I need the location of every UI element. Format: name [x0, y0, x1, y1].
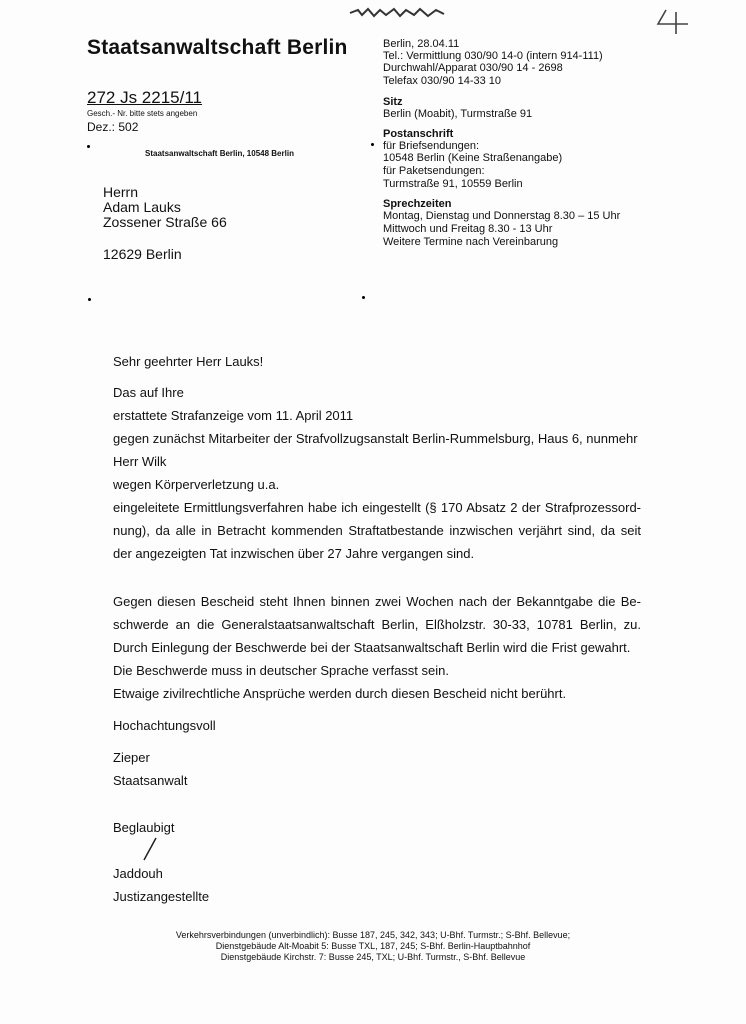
body-line: eingeleitete Ermittlungsverfahren habe ich eingestellt (§ 170 Absatz 2 der Strafprozessord- [113, 500, 641, 515]
appeal-line: schwerde an die Generalstaatsanwaltschaft Berlin, Elßholzstr. 30-33, 10781 Berlin, zu. [113, 617, 641, 632]
postal-heading: Postanschrift [383, 128, 454, 140]
clerk-name: Jaddouh [113, 866, 163, 881]
recipient-street: Zossener Straße 66 [103, 214, 227, 230]
appeal-line: Die Beschwerde muss in deutscher Sprache verfasst sein. [113, 663, 449, 678]
direct-dial: Durchwahl/Apparat 030/90 14 - 2698 [383, 62, 563, 74]
punch-dot [371, 143, 374, 146]
recipient-city: 12629 Berlin [103, 246, 182, 262]
stamp-scribble-mark [348, 6, 446, 20]
certified-label: Beglaubigt [113, 820, 175, 835]
sender-line: Staatsanwaltschaft Berlin, 10548 Berlin [145, 149, 294, 158]
body-line: der angezeigten Tat inzwischen über 27 Jahre vergangen sind. [113, 546, 475, 561]
department: Dez.: 502 [87, 120, 139, 134]
authority-title: Staatsanwaltschaft Berlin [87, 36, 348, 59]
sitz-heading: Sitz [383, 96, 403, 108]
appeal-line: Etwaige zivilrechtliche Ansprüche werden durch diesen Bescheid nicht berührt. [113, 686, 567, 701]
greeting: Sehr geehrter Herr Lauks! [113, 354, 264, 369]
handwritten-page-number-mark [654, 6, 694, 36]
hours-heading: Sprechzeiten [383, 198, 452, 210]
postal-line: 10548 Berlin (Keine Straßenangabe) [383, 152, 563, 164]
footer-line: Verkehrsverbindungen (unverbindlich): Busse 187, 245, 342, 343; U-Bhf. Turmstr.; S-Bhf. Bellevue; [175, 930, 571, 940]
body-line: erstattete Strafanzeige vom 11. April 2011 [113, 408, 354, 423]
telephone: Tel.: Vermittlung 030/90 14-0 (intern 914-111) [383, 50, 603, 62]
hours-line: Mittwoch und Freitag 8.30 - 13 Uhr [383, 223, 553, 235]
letter-date: Berlin, 28.04.11 [383, 38, 460, 50]
postal-line: für Briefsendungen: [383, 140, 480, 152]
closing: Hochachtungsvoll [113, 718, 216, 733]
clerk-title: Justizangestellte [113, 889, 210, 904]
hours-line: Montag, Dienstag und Donnerstag 8.30 – 15 Uhr [383, 210, 621, 222]
body-line: Das auf Ihre [113, 385, 184, 400]
appeal-line: Durch Einlegung der Beschwerde bei der Staatsanwaltschaft Berlin wird die Frist gewahrt. [113, 640, 631, 655]
body-line: nung), da alle in Betracht kommenden Straftatbestande inzwischen verjährt sind, da seit [113, 523, 641, 538]
sitz-address: Berlin (Moabit), Turmstraße 91 [383, 108, 533, 120]
recipient-name: Adam Lauks [103, 199, 181, 215]
footer-line: Dienstgebäude Alt-Moabit 5: Busse TXL, 187, 245; S-Bhf. Berlin-Hauptbahnhof [215, 941, 531, 951]
recipient-salutation: Herrn [103, 184, 139, 200]
hours-line: Weitere Termine nach Vereinbarung [383, 236, 559, 248]
body-line: gegen zunächst Mitarbeiter der Strafvollzugsanstalt Berlin-Rummelsburg, Haus 6, nunmehr [113, 431, 638, 446]
punch-dot [87, 145, 90, 148]
fax: Telefax 030/90 14-33 10 [383, 75, 502, 87]
appeal-line: Gegen diesen Bescheid steht Ihnen binnen zwei Wochen nach der Bekanntgabe die Be- [113, 594, 641, 609]
file-number: 272 Js 2215/11 [87, 88, 202, 107]
postal-line: Turmstraße 91, 10559 Berlin [383, 178, 523, 190]
signer-name: Zieper [113, 750, 150, 765]
punch-dot [88, 298, 91, 301]
signature-stroke-mark [140, 836, 160, 862]
signer-title: Staatsanwalt [113, 773, 188, 788]
punch-dot [362, 296, 365, 299]
body-line: Herr Wilk [113, 454, 167, 469]
body-line: wegen Körperverletzung u.a. [113, 477, 280, 492]
postal-line: für Paketsendungen: [383, 165, 485, 177]
footer-line: Dienstgebäude Kirchstr. 7: Busse 245, TXL; U-Bhf. Turmstr., S-Bhf. Bellevue [220, 952, 526, 962]
file-number-note: Gesch.- Nr. bitte stets angeben [87, 109, 198, 118]
